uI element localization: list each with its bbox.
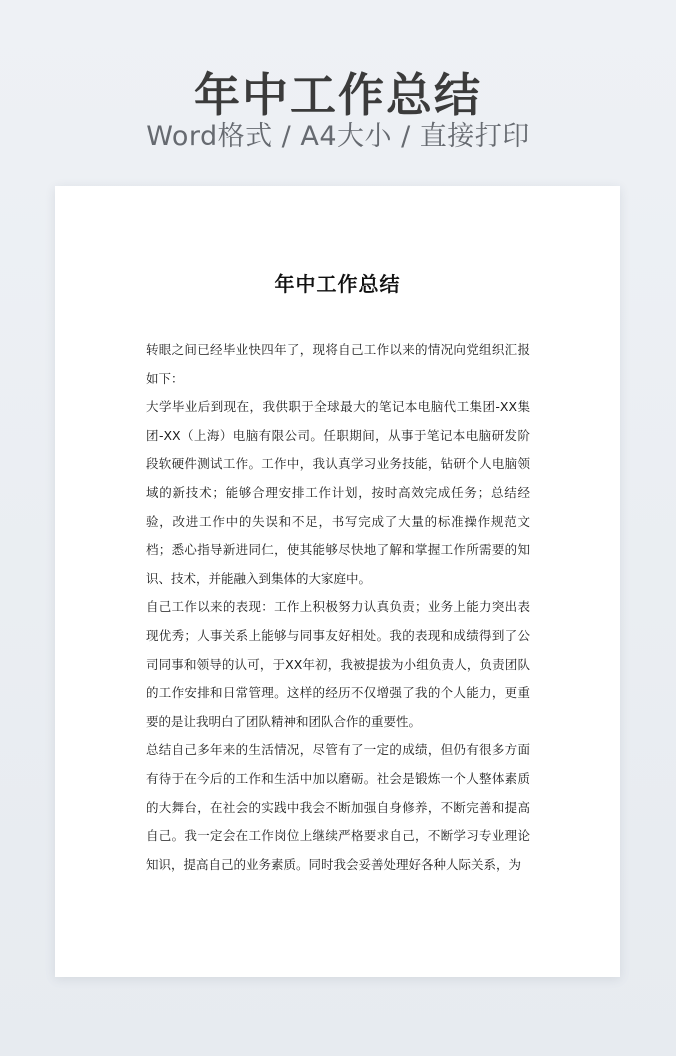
- document-body: [146, 336, 530, 879]
- paragraph-2: 大学毕业后到现在，我供职于全球最大的笔记本电脑代工集团-XX集团-XX（上海）电脑有限公司。任职期间，从事于笔记本电脑研发阶段软硬件测试工作。工作中，我认真学习业务技能，钻研个人电脑领域的新技术；能够合理安排工作计划，按时高效完成任务；总结经验，改进工作中的失误和不足，书写完成了大量的标准操作规范文档；悉心指导新进同仁，使其能够尽快地了解和掌握工作所需要的知识、技术，并能融入到集体的大家庭中。: [146, 399, 530, 586]
- document-title: 年中工作总结: [274, 272, 401, 296]
- banner-subtitle: Word格式 / A4大小 / 直接打印: [146, 121, 530, 152]
- paragraph-1: 转眼之间已经毕业快四年了，现将自己工作以来的情况向党组织汇报如下：: [146, 342, 530, 386]
- banner-title: 年中工作总结: [194, 68, 482, 122]
- document-page: [55, 186, 620, 977]
- paragraph-4: 总结自己多年来的生活情况，尽管有了一定的成绩，但仍有很多方面有待于在今后的工作和生活中加以磨砺。社会是锻炼一个人整体素质的大舞台，在社会的实践中我会不断加强自身修养，不断完善和提高自己。我一定会在工作岗位上继续严格要求自己，不断学习专业理论知识，提高自己的业务素质。同时我会妥善处理好各种人际关系，为: [146, 742, 530, 872]
- paragraph-3: 自己工作以来的表现：工作上积极努力认真负责；业务上能力突出表现优秀；人事关系上能够与同事友好相处。我的表现和成绩得到了公司同事和领导的认可，于XX年初，我被提拔为小组负责人，负责团队的工作安排和日常管理。这样的经历不仅增强了我的个人能力，更重要的是让我明白了团队精神和团队合作的重要性。: [146, 599, 530, 729]
